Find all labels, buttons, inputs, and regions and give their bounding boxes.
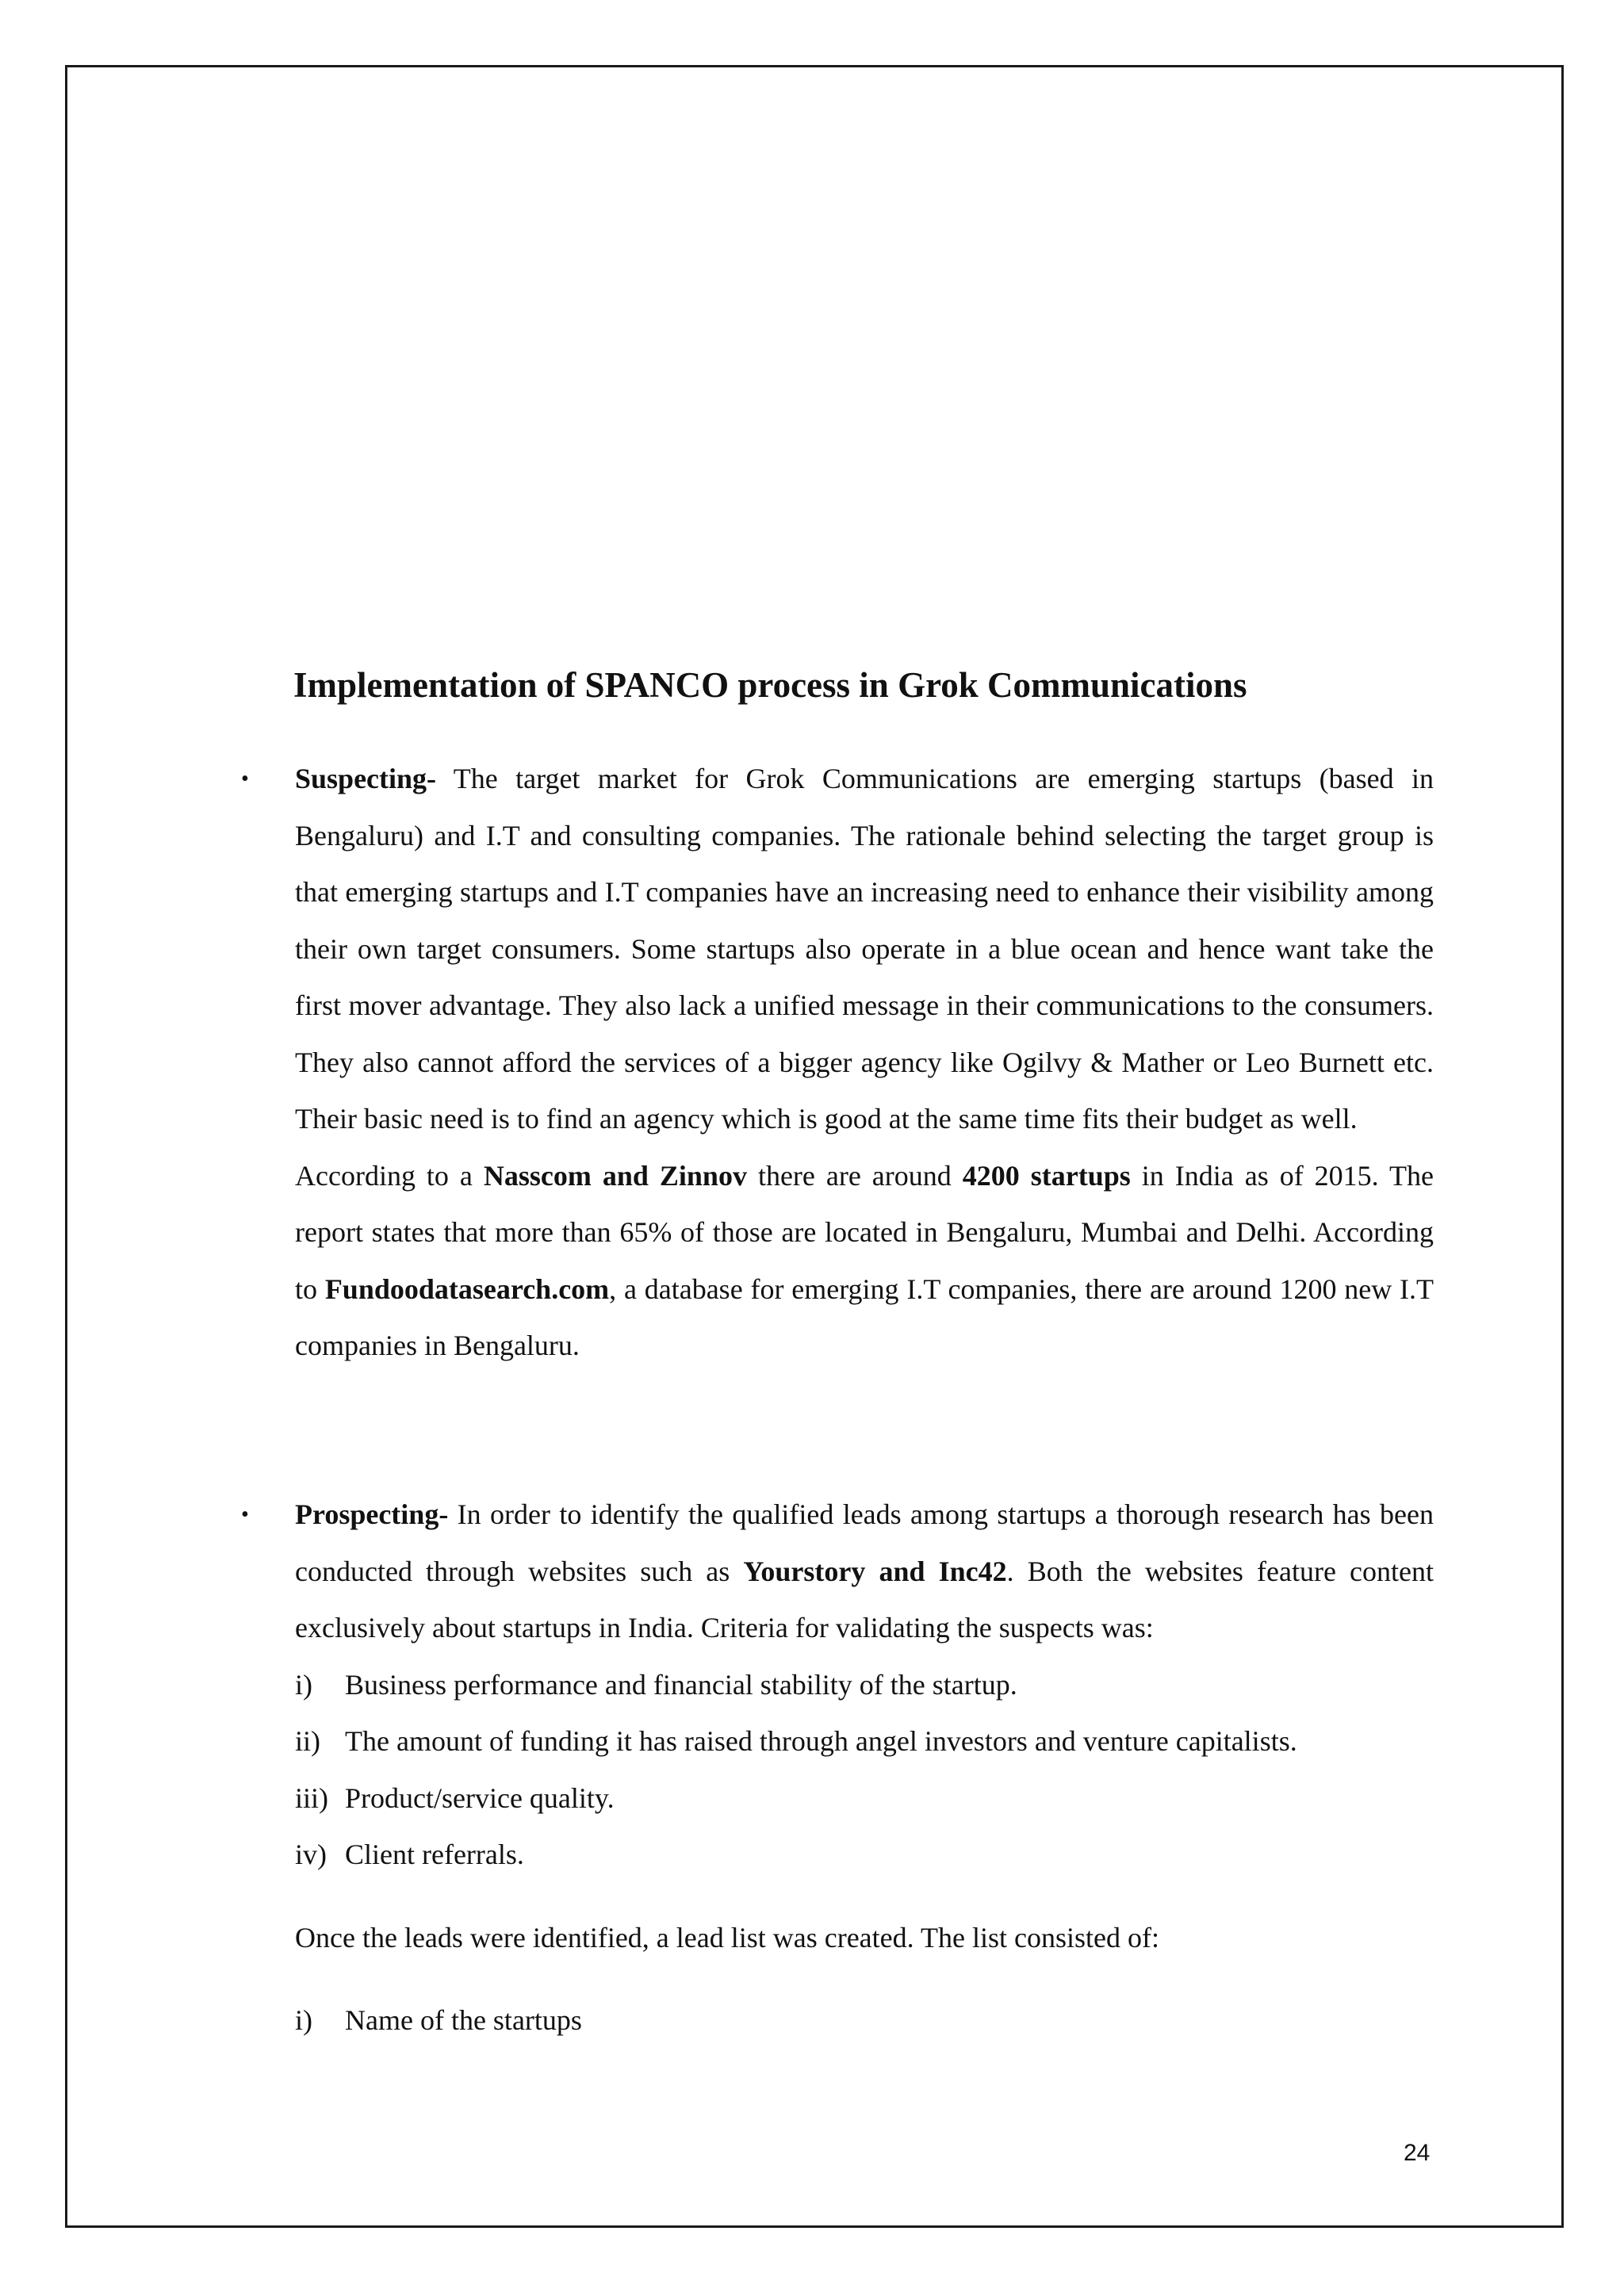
bullet-icon: • <box>241 767 249 791</box>
bullet-icon: • <box>241 1502 249 1527</box>
stats-startup-count: 4200 startups <box>962 1159 1131 1192</box>
stats-text-2: there are around <box>746 1159 963 1192</box>
lead-text: Name of the startups <box>345 2004 582 2036</box>
prospecting-text-1: In order to identify the qualified leads among startups a thorough research has been conducted through websites such as <box>295 1498 1434 1587</box>
prospecting-paragraph <box>295 1487 1434 1657</box>
prospecting-websites: Yourstory and Inc42 <box>743 1555 1007 1587</box>
criteria-item <box>295 1657 1434 1714</box>
stats-text-3: in India as of 2015. The report states that more than 65% of those are located in Bengaluru, Mumbai and Delhi. According to <box>295 1159 1434 1305</box>
criteria-number: i) <box>295 1668 312 1701</box>
suspecting-term: Suspecting- <box>295 763 437 794</box>
stats-source-nasscom: Nasscom and Zinnov <box>483 1159 747 1192</box>
suspecting-paragraph <box>295 751 1434 1148</box>
lead-list-item <box>295 1992 1434 2049</box>
prospecting-text-2: . Both the websites feature content exclusively about startups in India. Criteria for validating the suspects was: <box>295 1555 1434 1644</box>
criteria-text: Business performance and financial stability of the startup. <box>345 1668 1017 1701</box>
lead-list-intro: Once the leads were identified, a lead list was created. The list consisted of: <box>295 1921 1159 1954</box>
criteria-list <box>295 1657 1434 1884</box>
criteria-number: ii) <box>295 1725 320 1757</box>
section-prospecting <box>241 1487 1434 2049</box>
stats-text-1: According to a <box>295 1159 484 1192</box>
suspecting-text: The target market for Grok Communications are emerging startups (based in Bengaluru) and I.T and consulting companies. The rationale behind selecting the target group is that emerging startups and I.T companies have an increasing need to enhance their visibility among their own target consumers. Some startups also operate in a blue ocean and hence want take the first mover advantage. They also lack a unified message in their communications to the consumers. They also cannot afford the services of a bigger agency like Ogilvy & Mather or Leo Burnett etc. Their basic need is to find an agency which is good at the same time fits their budget as well. <box>295 763 1434 1135</box>
section-suspecting <box>241 751 1434 1375</box>
lead-list <box>295 1992 1434 2049</box>
criteria-item <box>295 1770 1434 1827</box>
page-heading: Implementation of SPANCO process in Grok Communications <box>293 665 1247 705</box>
criteria-number: iii) <box>295 1781 328 1814</box>
criteria-text: The amount of funding it has raised through angel investors and venture capitalists. <box>345 1725 1297 1757</box>
criteria-item <box>295 1713 1434 1770</box>
stats-source-fundoo: Fundoodatasearch.com <box>324 1272 610 1305</box>
startup-stats-paragraph <box>295 1148 1434 1375</box>
criteria-item <box>295 1827 1434 1884</box>
prospecting-term: Prospecting- <box>295 1498 449 1530</box>
page-number: 24 <box>1404 2140 1431 2166</box>
criteria-text: Client referrals. <box>345 1839 524 1870</box>
criteria-number: iv) <box>295 1839 327 1870</box>
lead-number: i) <box>295 2004 312 2036</box>
criteria-text: Product/service quality. <box>345 1781 615 1814</box>
stats-text-4: , a database for emerging I.T companies, there are around 1200 new I.T companies in Bengaluru. <box>295 1272 1434 1361</box>
